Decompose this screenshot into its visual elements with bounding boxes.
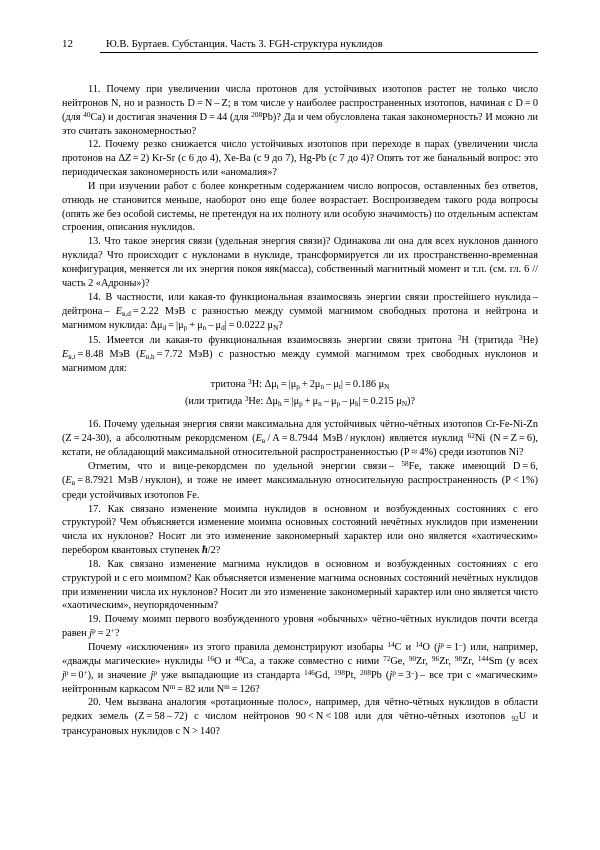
paragraph-19: 19. Почему моимп первого возбужденного уровня «обычных» чётно-чётных нуклидов почти всегда равен $j^p = 2^+$? xyxy=(62,614,538,640)
running-title xyxy=(100,39,538,53)
paragraph-16-note: Отметим, что и вице-рекордсмен по удельной энергии связи – $^{58}$Fe, также имеющий D = 6, ($E_в = 8.7921$ МэВ / нуклон), и тоже не имеет максимальную относительную распространенность (P < 1%) среди устойчивых изотопов Fe. xyxy=(62,460,539,501)
running-title-text: Ю.В. Буртаев. Субстанция. Часть 3. FGH-структура нуклидов xyxy=(106,39,383,50)
paragraph-20: 20. Чем вызвана аналогия «ротационные полос», например, для чётно-чётных нуклидов в области редких земель (Z = 58 – 72) с числом нейтронов 90 < N < 108 или для чётно-чётных изотопов $_{92}$U и трансурановых нуклидов с N > 140? xyxy=(62,697,538,738)
body-text xyxy=(62,83,538,739)
paragraph-16: 16. Почему удельная энергия связи максимальна для устойчивых чётно-чётных изотопов Cr-Fe-Ni-Zn (Z = 24-30), а абсолютным рекордсменом ($E_в / A = 8.7944$ МэВ / нуклон) является нуклид $^{62}$Ni (N = Z = 6), кстати, не обладающий максимальной относительной распространенностью (P ≈ 4%) среди изотопов Ni? xyxy=(62,418,538,459)
formula-triton: тритона $^3$H: $\Delta\mu_t = |\mu_p + 2\mu_n - \mu_t| = 0.186$ $\mu_N$ xyxy=(210,378,390,392)
page-number: 12 xyxy=(62,38,73,50)
paragraph-12: 12. Почему резко снижается число устойчивых изотопов при переходе в парах (увеличении числа протонов на ΔZ = 2) Kr-Sr (с 6 до 4), Xe-Ba (с 9 до 7), Hg-Pb (с 7 до 4)? Опять тот же банальный вопрос: это периодическая закономерность или «аномалия»? xyxy=(62,139,538,179)
paragraph-13: 13. Что такое энергия связи (удельная энергия связи)? Одинакова ли она для всех нуклонов данного нуклида? Что происходит с нуклонами в нуклиде, трансформируется ли их пространственно-временная конфигурация, меняется ли их энергия покоя яяк(масса), собственный магнитный момент и т.п. (см. гл. 6 // часть 2 «Адроны»)? xyxy=(62,236,538,289)
paragraph-14: 14. В частности, или какая-то функциональная взаимосвязь энергии связи простейшего нуклида – дейтрона – $E_{в,d} = 2.22$ МэВ с разностью между суммой магнимом свободных протона и нейтрона и магнимом нуклида: $\Delta\mu_d = |\mu_p + \mu_n - \mu_d| = 0.0222$ $\mu_N$? xyxy=(62,291,538,333)
paragraph-19-note: Почему «исключения» из этого правила демонстрируют изобары $^{14}$C и $^{14}$O $(j^p = 1^-)$ или, например, «дважды магические» нуклиды $^{16}$O и $^{40}$Ca, а также совместно с ними $^{72}$Ge, $^{90}$Zr, $^{96}$Zr, $^{98}$Zr, $^{144}$Sm (у всех $j^p = 0^+$), и значение $j^p$ уже выпадающие из стандарта $^{146}$Gd, $^{198}$Pt, $^{208}$Pb $(j^p = 3^-)$ – все три с «магическим» нейтронным каркасом $N^m = 82$ или $N^m = 126$? xyxy=(62,641,538,695)
paragraph-11: 11. Почему при увеличении числа протонов для устойчивых изотопов растет не только число нейтронов N, но и разность D = N – Z; в том числе у наиболее распространенных изотопов, начиная с D = 0 (для $^{40}$Ca) и достигая значения D = 44 (для $^{208}$Pb)? Да и чем обусловлена такая закономерность? И можно ли это считать закономерностью? xyxy=(62,84,538,137)
formula-helion: (или тритида $^3$He: $\Delta\mu_h = |\mu_p + \mu_n - \mu_p - \mu_h| = 0.215$ $\mu_N$)? xyxy=(184,395,416,409)
paragraph-17: 17. Как связано изменение моимпа нуклидов в основном и возбужденных состояниях с его структурой? Чем объясняется изменение моимпа основных состояний нечётных нуклидов при изменении числа их нуклонов? Носит ли это изменение закономерный характер или оно является «хаотическим» перебором квантовых ступенек ħ/2? xyxy=(62,503,538,557)
paragraph-intro: И при изучении работ с более конкретным содержанием число вопросов, оставленных без ответов, отнюдь не становится меньше, наоборот оно еще более возрастает. Воспроизведем такого рода вопросы (опять же без особой системы, не претендуя на их полноту или особую значимость) по отдельным аспектам строения, описания нуклидов. xyxy=(62,180,538,234)
paragraph-15: 15. Имеется ли какая-то функциональная взаимосвязь энергии связи тритона $^3$H (тритида $^3$He) $E_{в,t} = 8.48$ МэВ ($E_{в,h} = 7.72$ МэВ) с разностью между суммой магнимом трех свободных нуклонов и магнимом для: xyxy=(62,333,538,375)
page-header xyxy=(62,38,538,53)
paragraph-18: 18. Как связано изменение магнима нуклидов в основном и возбужденных состояниях с его структурой и с его моимпом? Как объясняется изменение магнима основных состояний нечётных нуклидов при изменении числа их нуклонов? Носит ли это изменение закономерный характер или оно является чисто «хаотическим», неупорядоченным? xyxy=(62,558,538,612)
